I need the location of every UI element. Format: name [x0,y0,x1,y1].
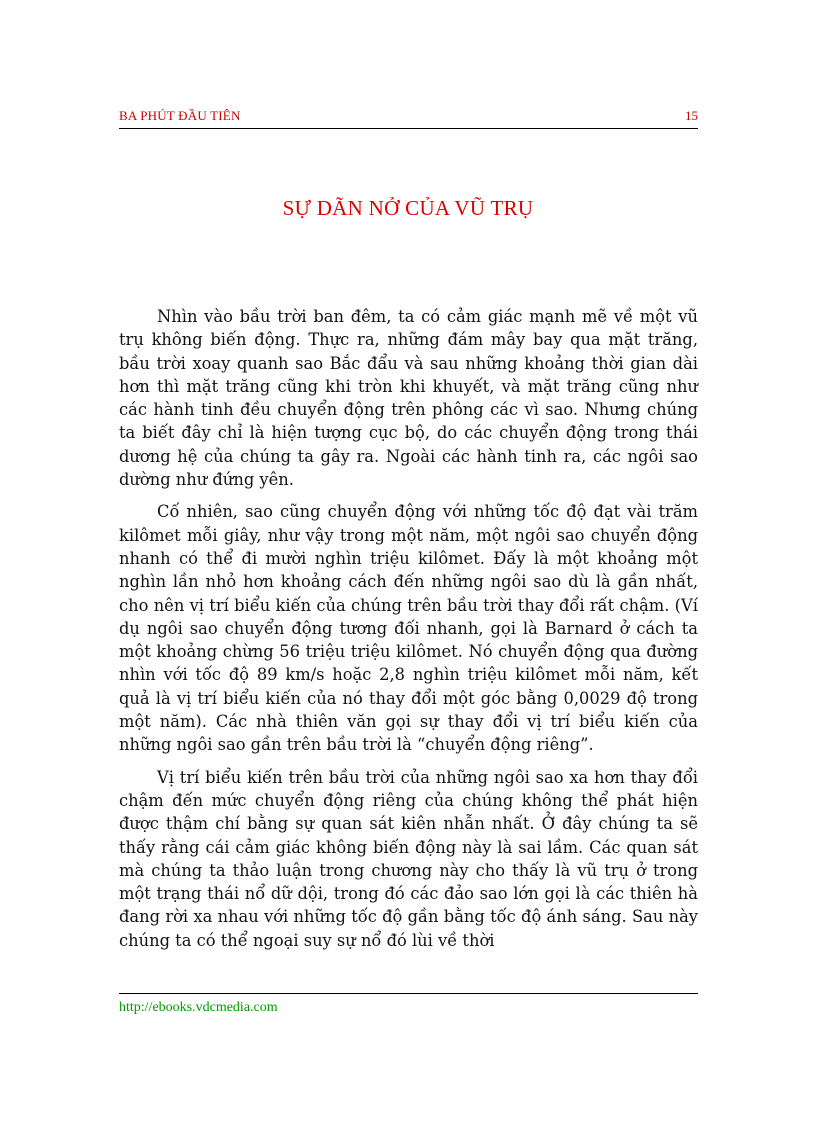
paragraph: Nhìn vào bầu trời ban đêm, ta có cảm giác mạnh mẽ về một vũ trụ không biến động. Thực ra, những đám mây bay qua mặt trăng, bầu trời xoay quanh sao Bắc đẩu và sau những khoảng thời gian dài hơn thì mặt trăng cũng khi tròn khi khuyết, và mặt trăng cũng như các hành tinh đều chuyển động trên phông các vì sao. Nhưng chúng ta biết đây chỉ là hiện tượng cục bộ, do các chuyển động trong thái dương hệ của chúng ta gây ra. Ngoài các hành tinh ra, các ngôi sao dường như đứng yên. [119,307,698,490]
paragraph: Cố nhiên, sao cũng chuyển động với những tốc độ đạt vài trăm kilômet mỗi giây, như vậy trong một năm, một ngôi sao chuyển động nhanh có thể đi mười nghìn triệu kilômet. Đấy là một khoảng một nghìn lần nhỏ hơn khoảng cách đến những ngôi sao dù là gần nhất, cho nên vị trí biểu kiến của chúng trên bầu trời thay đổi rất chậm. (Ví dụ ngôi sao chuyển động tương đối nhanh, gọi là Barnard ở cách ta một khoảng chừng 56 triệu triệu kilômet. Nó chuyển động qua đường nhìn với tốc độ 89 km/s hoặc 2,8 nghìn triệu kilômet mỗi năm, kết quả là vị trí biểu kiến của nó thay đổi một góc bằng 0,0029 độ trong một năm). Các nhà thiên văn gọi sự thay đổi vị trí biểu kiến của những ngôi sao gần trên bầu trời là “chuyển động riêng”. [119,502,698,755]
book-title: BA PHÚT ĐẦU TIÊN [119,108,241,123]
body-text [119,305,698,961]
paragraph: Vị trí biểu kiến trên bầu trời của những ngôi sao xa hơn thay đổi chậm đến mức chuyển động riêng của chúng không thể phát hiện được thậm chí bằng sự quan sát kiên nhẫn nhất. Ở đây chúng ta sẽ thấy rằng cái cảm giác không biến động này là sai lầm. Các quan sát mà chúng ta thảo luận trong chương này cho thấy là vũ trụ ở trong một trạng thái nổ dữ dội, trong đó các đảo sao lớn gọi là các thiên hà đang rời xa nhau với những tốc độ gần bằng tốc độ ánh sáng. Sau này chúng ta có thể ngoại suy sự nổ đó lùi về thời [119,767,698,950]
footer-link[interactable]: http://ebooks.vdcmedia.com [119,1000,278,1015]
running-header [119,108,698,129]
chapter-title: SỰ DÃN NỞ CỦA VŨ TRỤ [282,196,534,220]
footer [119,993,698,1016]
page-number: 15 [685,108,698,123]
